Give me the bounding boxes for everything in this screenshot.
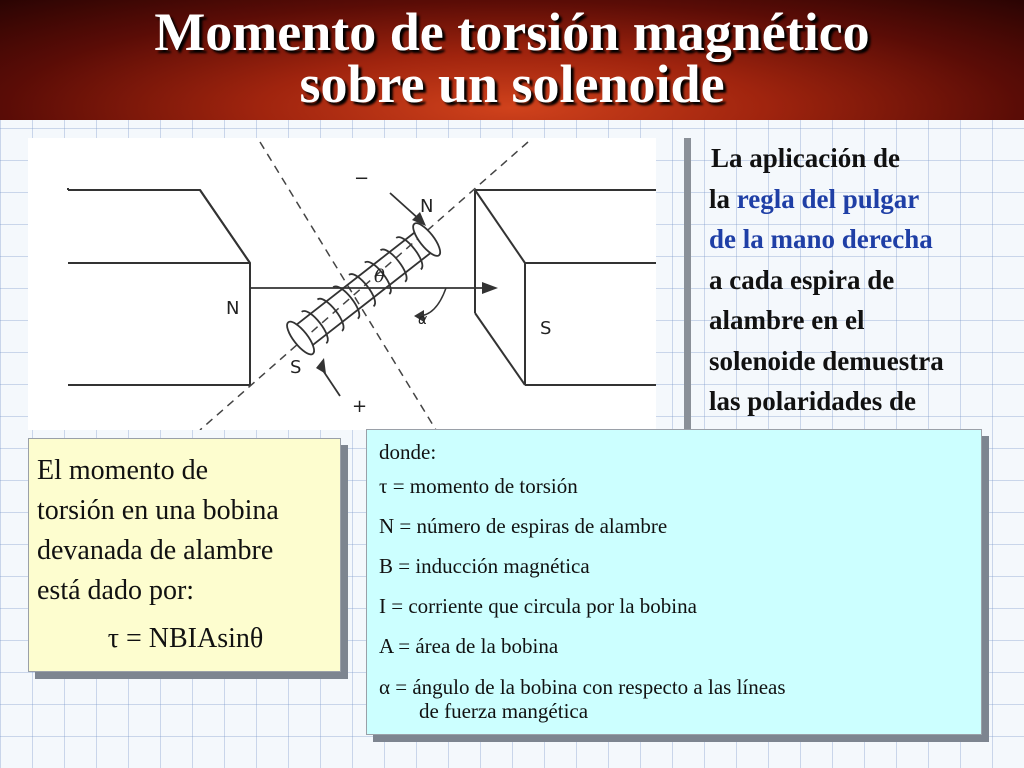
definition-item: N = número de espiras de alambre [379, 514, 668, 538]
theta-label: θ [374, 266, 385, 287]
pole-right-label: S [540, 318, 552, 339]
torque-definition-box [28, 438, 341, 672]
coil-south-label: S [290, 357, 302, 378]
plus-label: + [352, 396, 368, 417]
torque-formula: τ = NBIAsinθ [107, 623, 264, 654]
explanation-text: la [709, 183, 737, 214]
title-banner [0, 0, 1024, 120]
magnet-left-diagonal [200, 190, 250, 263]
definition-item: B = inducción magnética [379, 554, 590, 578]
coil-north-label: N [420, 196, 434, 217]
dashed-axis-a [260, 142, 436, 430]
torque-text-line: devanada de alambre [37, 535, 274, 566]
title-line-2: sobre un solenoide [299, 54, 725, 114]
coil-end-left [283, 318, 319, 358]
explanation-line: solenoide demuestra [709, 345, 944, 376]
explanation-line [709, 179, 1014, 220]
torque-text-line: está dado por: [37, 575, 195, 606]
definition-item: τ = momento de torsión [379, 474, 578, 498]
magnet-left-outline [68, 190, 250, 385]
definition-item: A = área de la bobina [379, 634, 559, 658]
explanation-line: La aplicación de [711, 143, 901, 173]
definitions-heading: donde: [379, 440, 437, 464]
title-line-1: Momento de torsión magnético [154, 2, 870, 62]
coil-end-right [409, 219, 445, 259]
solenoid-diagram [28, 138, 656, 430]
alpha-label: α [418, 312, 428, 328]
solenoid-figure [28, 138, 656, 430]
variable-definitions-box [366, 429, 982, 735]
definition-item: I = corriente que circula por la bobina [379, 594, 697, 618]
rule-explanation [684, 138, 1014, 430]
torque-text-line: torsión en una bobina [37, 495, 279, 526]
torque-text-line: El momento de [37, 455, 209, 486]
pole-left-label: N [226, 298, 240, 319]
explanation-line: a cada espira de [709, 264, 895, 295]
minus-label: − [354, 168, 370, 189]
explanation-line: las polaridades de [709, 386, 917, 416]
magnet-right-diag-bottom [475, 313, 525, 385]
definition-item-continuation: de fuerza mangética [419, 699, 589, 723]
magnet-right-diag-top [475, 190, 525, 263]
explanation-line-highlight: de la mano derecha [709, 224, 933, 254]
right-hand-rule-link: regla del pulgar [736, 183, 920, 214]
current-arrow-bottom-head [316, 358, 326, 374]
explanation-line: alambre en el [709, 305, 865, 335]
field-arrow-head [482, 282, 498, 294]
definition-item: α = ángulo de la bobina con respecto a las líneas [379, 675, 786, 699]
current-arrow-top [390, 193, 420, 220]
